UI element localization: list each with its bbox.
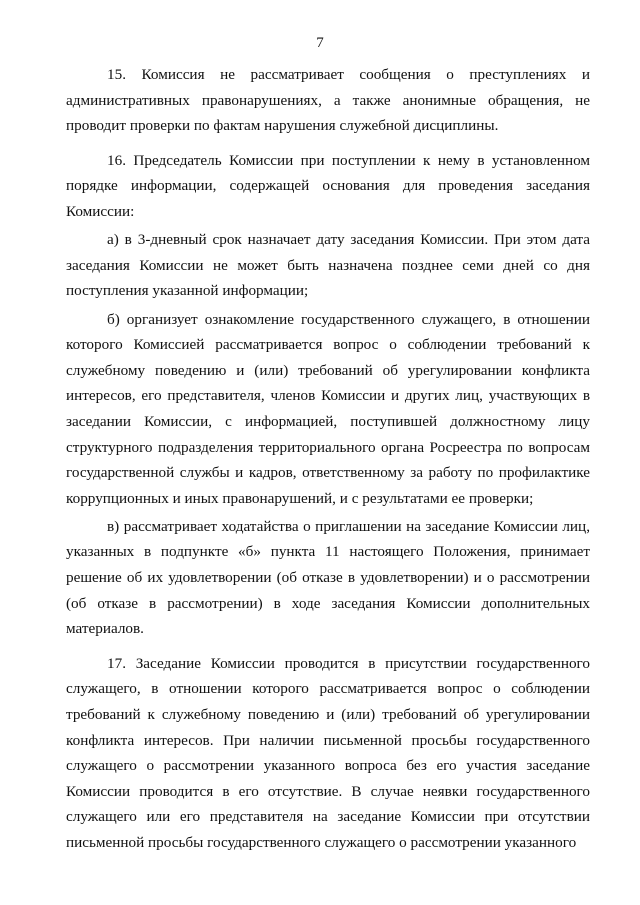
paragraph-16-a: а) в 3-дневный срок назначает дату заседания Комиссии. При этом дата заседания Комиссии не может быть назначена позднее семи дней со дня поступления указанной информации;	[66, 231, 590, 300]
paragraph-15: 15. Комиссия не рассматривает сообщения о преступлениях и административных правонарушениях, а также анонимные обращения, не проводит проверки по фактам нарушения служебной дисциплины.	[66, 66, 590, 135]
paragraph-16-v: в) рассматривает ходатайства о приглашении на заседание Комиссии лиц, указанных в подпункте «б» пункта 11 настоящего Положения, принимает решение об их удовлетворении (об отказе в удовлетворении) и о рассмотрении (об отказе в рассмотрении) в ходе заседания Комиссии дополнительных материалов.	[66, 517, 590, 638]
page-number: 7	[316, 35, 324, 51]
paragraph-16: 16. Председатель Комиссии при поступлении к нему в установленном порядке информации, содержащей основания для проведения заседания Комиссии:	[66, 151, 590, 220]
paragraph-16-b: б) организует ознакомление государственного служащего, в отношении которого Комиссией рассматривается вопрос о соблюдении требований к служебному поведению и (или) требований об урегулировании конфликта интересов, его представителя, членов Комиссии и других лиц, участвующих в заседании Комиссии, с информацией, поступившей должностному лицу структурного подразделения территориального органа Росреестра по вопросам государственной службы и кадров, ответственному за работу по профилактике коррупционных и иных правонарушений, и с результатами ее проверки;	[66, 310, 590, 507]
document-body	[66, 62, 590, 858]
paragraph-17: 17. Заседание Комиссии проводится в присутствии государственного служащего, в отношении которого рассматривается вопрос о соблюдении требований к служебному поведению и (или) требований об урегулировании конфликта интересов. При наличии письменной просьбы государственного служащего о рассмотрении указанного вопроса без его участия заседание Комиссии проводится в его отсутствие. В случае неявки государственного служащего или его представителя на заседание Комиссии при отсутствии письменной просьбы государственного служащего о рассмотрении указанного	[66, 654, 590, 851]
